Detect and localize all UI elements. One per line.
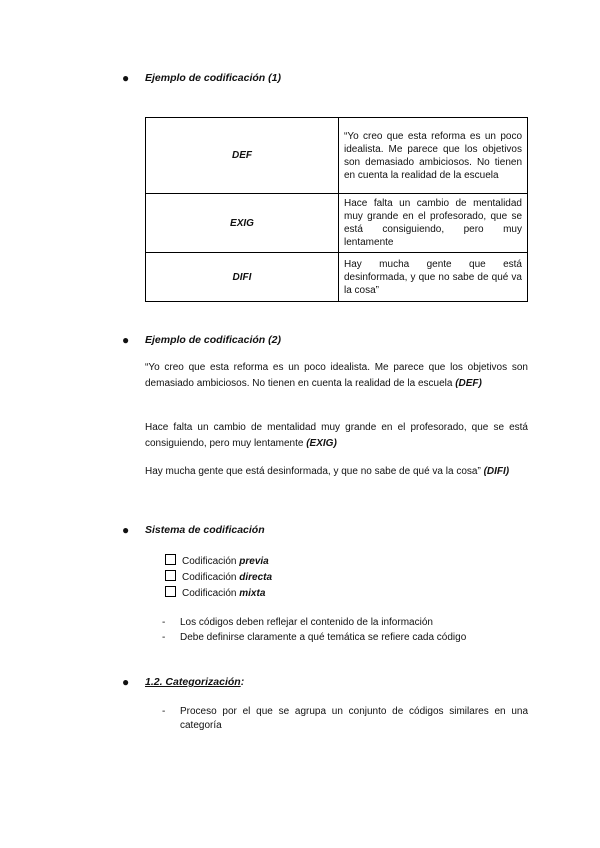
paragraph-code: (DIFI) xyxy=(483,466,510,477)
bullet-icon: ● xyxy=(122,71,130,85)
option-item xyxy=(165,554,269,569)
checkbox-icon xyxy=(165,554,176,565)
coded-paragraph xyxy=(145,464,528,480)
coded-paragraph xyxy=(145,420,528,452)
option-label: Codificación xyxy=(182,572,237,583)
dash-icon: - xyxy=(162,617,166,628)
note-item: Proceso por el que se agrupa un conjunto de códigos similares en una categoría xyxy=(180,706,528,731)
option-emphasis: previa xyxy=(239,556,269,567)
note-item: Debe definirse claramente a qué temática se refiere cada código xyxy=(180,632,467,643)
quote-cell: “Yo creo que esta reforma es un poco idealista. Me parece que los objetivos son demasiado ambiciosos. No tienen en cuenta la realidad de la escuela xyxy=(339,118,528,194)
heading-text: 1.2. Categorización xyxy=(145,676,241,688)
table-row xyxy=(146,253,528,302)
table-row xyxy=(146,118,528,194)
code-cell: DEF xyxy=(146,118,339,194)
checkbox-icon xyxy=(165,570,176,581)
bullet-icon: ● xyxy=(122,333,130,347)
code-cell: DIFI xyxy=(146,253,339,302)
option-label: Codificación xyxy=(182,556,237,567)
option-emphasis: mixta xyxy=(239,588,266,599)
paragraph-text: “Yo creo que esta reforma es un poco idealista. Me parece que los objetivos son demasiado ambiciosos. No tienen en cuenta la realidad de la escuela xyxy=(145,362,528,389)
quote-cell: Hay mucha gente que está desinformada, y que no sabe de qué va la cosa” xyxy=(339,253,528,302)
note-item: Los códigos deben reflejar el contenido de la información xyxy=(180,617,433,628)
checkbox-icon xyxy=(165,586,176,597)
section-heading-example-1: Ejemplo de codificación (1) xyxy=(145,72,281,84)
option-emphasis: directa xyxy=(239,572,273,583)
option-item xyxy=(165,570,272,585)
paragraph-text: Hace falta un cambio de mentalidad muy grande en el profesorado, que se está consiguiendo, pero muy lentamente xyxy=(145,422,528,449)
paragraph-code: (EXIG) xyxy=(306,438,337,449)
heading-colon: : xyxy=(240,676,245,688)
paragraph-text: Hay mucha gente que está desinformada, y que no sabe de qué va la cosa” xyxy=(145,466,481,477)
dash-icon: - xyxy=(162,632,166,643)
paragraph-code: (DEF) xyxy=(455,378,482,389)
section-heading-coding-system: Sistema de codificación xyxy=(145,524,265,536)
coded-paragraph xyxy=(145,360,528,392)
table-row xyxy=(146,194,528,253)
code-cell: EXIG xyxy=(146,194,339,253)
dash-icon: - xyxy=(162,706,166,717)
bullet-icon: ● xyxy=(122,523,130,537)
option-label: Codificación xyxy=(182,588,237,599)
bullet-icon: ● xyxy=(122,675,130,689)
section-heading-categorization xyxy=(145,676,244,688)
coding-table xyxy=(145,117,528,302)
quote-cell: Hace falta un cambio de mentalidad muy grande en el profesorado, que se está consiguiendo, pero muy lentamente xyxy=(339,194,528,253)
option-item xyxy=(165,586,265,601)
section-heading-example-2: Ejemplo de codificación (2) xyxy=(145,334,281,346)
